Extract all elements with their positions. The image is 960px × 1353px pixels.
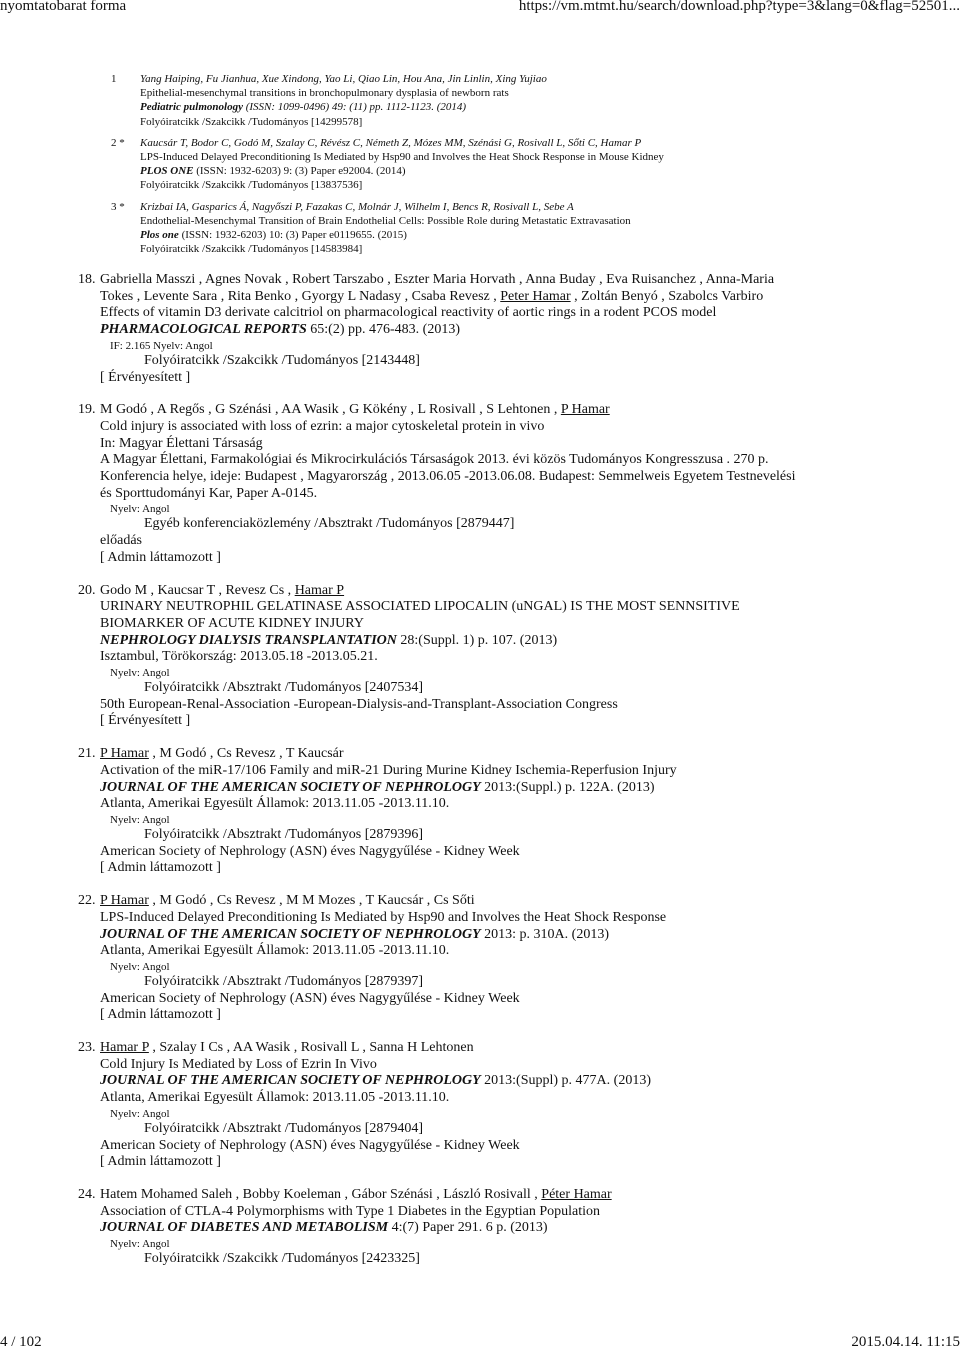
entry-journal-details: 2013: p. 310A. (2013) xyxy=(480,926,609,942)
entry-type: Folyóiratcikk /Absztrakt /Tudományos [2879396] xyxy=(144,826,424,842)
entry-title: Effects of vitamin D3 derivate calcitriol on pharmacological reactivity of aortic rings in a rodent PCOS model xyxy=(100,305,717,321)
entry-type: Egyéb konferenciaközlemény /Absztrakt /Tudományos [2879447] xyxy=(144,516,515,532)
author-link[interactable]: Hamar P xyxy=(100,1040,149,1056)
entry-meta: Nyelv: Angol xyxy=(110,960,170,973)
entry-meta: Nyelv: Angol xyxy=(110,813,170,826)
citing-article-journal: PLOS ONE xyxy=(140,165,194,178)
citing-article-source xyxy=(140,164,951,178)
citing-article-journal: Pediatric pulmonology xyxy=(140,101,243,114)
authors-text: Godo M , Kaucsar T , Revesz Cs , xyxy=(100,582,295,598)
entry-authors xyxy=(100,1187,948,1204)
entry-in: In: Magyar Élettani Társaság xyxy=(100,435,263,451)
authors-text: Hatem Mohamed Saleh , Bobby Koeleman , Gábor Szénási , László Rosivall , xyxy=(100,1186,542,1202)
citing-article-title: Endothelial-Mesenchymal Transition of Brain Endothelial Cells: Possible Role during Metastatic Extravasation xyxy=(140,214,631,227)
authors-text: , M Godó , Cs Revesz , T Kaucsár xyxy=(148,746,344,762)
authors-text: , M Godó , Cs Revesz , M M Mozes , T Kaucsár , Cs Sőti xyxy=(148,893,475,909)
citing-article-authors: Krizbai IA, Gasparics Á, Nagyőszi P, Fazakas C, Molnár J, Wilhelm I, Bencs R, Rosivall L, Sebe A xyxy=(140,200,574,213)
entry-place-cont: és Sporttudományi Kar, Paper A-0145. xyxy=(100,485,318,501)
entry-number: 22. xyxy=(78,893,96,909)
entry-source xyxy=(100,927,948,944)
entry-source xyxy=(100,633,948,650)
publication-entry xyxy=(78,746,948,877)
entry-number: 18. xyxy=(78,272,96,287)
entry-type: Folyóiratcikk /Absztrakt /Tudományos [2879397] xyxy=(144,973,424,989)
entry-source xyxy=(100,322,948,339)
entry-number: 20. xyxy=(78,582,96,598)
entry-place: Atlanta, Amerikai Egyesült Államok: 2013.11.05 -2013.11.10. xyxy=(100,943,450,959)
entry-journal: JOURNAL OF THE AMERICAN SOCIETY OF NEPHROLOGY xyxy=(100,779,481,795)
publication-entry xyxy=(78,583,948,731)
entry-authors-cont xyxy=(100,289,948,306)
entry-note: előadás xyxy=(100,533,142,549)
entry-type: Folyóiratcikk /Szakcikk /Tudományos [2423325] xyxy=(144,1251,420,1267)
citing-article xyxy=(111,136,951,193)
entry-place: Atlanta, Amerikai Egyesült Államok: 2013.11.05 -2013.11.10. xyxy=(100,1090,450,1106)
print-header-url: https://vm.mtmt.hu/search/download.php?type=3&lang=0&flag=52501... xyxy=(518,0,960,14)
entry-status: [ Admin láttamozott ] xyxy=(100,549,221,565)
entry-authors xyxy=(100,583,948,600)
entry-meta: Nyelv: Angol xyxy=(110,1107,170,1120)
citing-article-details: (ISSN: 1932-6203) 10: (3) Paper e0119655. (2015) xyxy=(178,229,407,242)
entry-number: 19. xyxy=(78,402,96,418)
citing-article-details: (ISSN: 1099-0496) 49: (11) pp. 1112-1123. (2014) xyxy=(242,101,467,114)
entry-journal: NEPHROLOGY DIALYSIS TRANSPLANTATION xyxy=(100,632,397,648)
entry-place: Isztambul, Törökország: 2013.05.18 -2013.05.21. xyxy=(100,649,378,665)
entry-meta: Nyelv: Angol xyxy=(110,667,170,680)
entry-title-cont: BIOMARKER OF ACUTE KIDNEY INJURY xyxy=(100,615,364,631)
entry-meta: Nyelv: Angol xyxy=(110,1238,170,1251)
citing-article-details: (ISSN: 1932-6203) 9: (3) Paper e92004. (2014) xyxy=(193,165,406,178)
entry-type: Folyóiratcikk /Absztrakt /Tudományos [2879404] xyxy=(144,1120,424,1136)
citing-article-title: LPS-Induced Delayed Preconditioning Is Mediated by Hsp90 and Involves the Heat Shock Response in Mouse Kidney xyxy=(140,151,664,164)
entry-journal-details: 65:(2) pp. 476-483. (2013) xyxy=(306,322,460,338)
citing-article-title: Epithelial-mesenchymal transitions in bronchopulmonary dysplasia of newborn rats xyxy=(140,87,509,100)
publication-entry xyxy=(78,893,948,1024)
citing-article-number: 2 * xyxy=(111,136,125,149)
publication-entry xyxy=(78,402,948,566)
entry-number: 24. xyxy=(78,1186,96,1202)
entry-journal: PHARMACOLOGICAL REPORTS xyxy=(100,322,307,338)
authors-text: Tokes , Levente Sara , Rita Benko , Gyorgy L Nadasy , Csaba Revesz , xyxy=(100,288,501,304)
publication-entry xyxy=(78,1040,948,1171)
entry-title: Association of CTLA-4 Polymorphisms with Type 1 Diabetes in the Egyptian Population xyxy=(100,1203,600,1219)
publication-entry xyxy=(78,1187,948,1268)
entry-conference: A Magyar Élettani, Farmakológiai és Mikrocirkulációs Társaságok 2013. évi közös Tudományos Kongresszusa . 270 p. xyxy=(100,452,769,468)
print-header-title: nyomtatobarat forma xyxy=(0,0,127,14)
page-number: 4 / 102 xyxy=(0,1334,42,1350)
entry-place: Atlanta, Amerikai Egyesült Államok: 2013.11.05 -2013.11.10. xyxy=(100,796,450,812)
publication-entry xyxy=(78,272,948,386)
citing-article-type: Folyóiratcikk /Szakcikk /Tudományos [14583984] xyxy=(140,243,363,256)
author-link[interactable]: P Hamar xyxy=(100,893,149,909)
entry-authors xyxy=(100,402,948,419)
entry-conference: 50th European-Renal-Association -European-Dialysis-and-Transplant-Association Congress xyxy=(100,696,618,712)
entry-status: [ Admin láttamozott ] xyxy=(100,860,221,876)
entry-type: Folyóiratcikk /Szakcikk /Tudományos [2143448] xyxy=(144,352,420,368)
authors-text: , Szalay I Cs , AA Wasik , Rosivall L , Sanna H Lehtonen xyxy=(148,1040,474,1056)
entry-source xyxy=(100,1220,948,1237)
entry-title: Cold Injury Is Mediated by Loss of Ezrin In Vivo xyxy=(100,1056,377,1072)
authors-text: M Godó , A Regős , G Szénási , AA Wasik , G Kökény , L Rosivall , S Lehtonen , xyxy=(100,402,561,418)
author-link[interactable]: Hamar P xyxy=(294,582,345,598)
entry-type: Folyóiratcikk /Absztrakt /Tudományos [2407534] xyxy=(144,680,424,696)
entry-journal: JOURNAL OF DIABETES AND METABOLISM xyxy=(100,1220,389,1236)
entry-conference: American Society of Nephrology (ASN) éves Nagygyűlése - Kidney Week xyxy=(100,1137,520,1153)
entry-journal: JOURNAL OF THE AMERICAN SOCIETY OF NEPHROLOGY xyxy=(100,1073,481,1089)
entry-status: [ Admin láttamozott ] xyxy=(100,1007,221,1023)
citing-article-authors: Yang Haiping, Fu Jianhua, Xue Xindong, Yao Li, Qiao Lin, Hou Ana, Jin Linlin, Xing Yujiao xyxy=(140,73,547,85)
publication-list xyxy=(78,272,948,1284)
entry-conference: American Society of Nephrology (ASN) éves Nagygyűlése - Kidney Week xyxy=(100,990,520,1006)
entry-number: 23. xyxy=(78,1040,96,1056)
entry-journal-details: 4:(7) Paper 291. 6 p. (2013) xyxy=(388,1220,548,1236)
entry-title: URINARY NEUTROPHIL GELATINASE ASSOCIATED LIPOCALIN (uNGAL) IS THE MOST SENNSITIVE xyxy=(100,599,740,615)
citing-article-type: Folyóiratcikk /Szakcikk /Tudományos [13837536] xyxy=(140,179,363,192)
author-link[interactable]: Péter Hamar xyxy=(541,1186,612,1202)
entry-title: LPS-Induced Delayed Preconditioning Is Mediated by Hsp90 and Involves the Heat Shock Response xyxy=(100,909,667,925)
entry-source xyxy=(100,1073,948,1090)
citing-article xyxy=(111,200,951,257)
entry-title: Activation of the miR-17/106 Family and miR-21 During Murine Kidney Ischemia-Reperfusion Injury xyxy=(100,762,677,778)
entry-journal-details: 28:(Suppl. 1) p. 107. (2013) xyxy=(396,632,558,648)
citing-article-journal: Plos one xyxy=(140,229,179,242)
print-datetime: 2015.04.14. 11:15 xyxy=(851,1334,960,1350)
entry-authors: Gabriella Masszi , Agnes Novak , Robert Tarszabo , Eszter Maria Horvath , Anna Buday , Eva Ruisanchez , Anna-Maria xyxy=(100,272,775,287)
author-link[interactable]: Peter Hamar xyxy=(500,288,571,304)
author-link[interactable]: P Hamar xyxy=(100,746,149,762)
citing-article-number: 3 * xyxy=(111,200,125,213)
citing-article-authors: Kaucsár T, Bodor C, Godó M, Szalay C, Révész C, Németh Z, Mózes MM, Szénási G, Rosivall L, Sőti C, Hamar P xyxy=(140,136,642,149)
entry-meta: Nyelv: Angol xyxy=(110,503,170,516)
citing-articles-list xyxy=(111,72,951,263)
entry-title: Cold injury is associated with loss of ezrin: a major cytoskeletal protein in vivo xyxy=(100,418,545,434)
entry-journal-details: 2013:(Suppl) p. 477A. (2013) xyxy=(480,1073,651,1089)
entry-authors xyxy=(100,893,948,910)
entry-meta: IF: 2.165 Nyelv: Angol xyxy=(110,339,213,352)
citing-article-source xyxy=(140,100,951,114)
entry-authors xyxy=(100,746,948,763)
authors-text: , Zoltán Benyó , Szabolcs Varbiro xyxy=(570,288,764,304)
entry-conference: American Society of Nephrology (ASN) éves Nagygyűlése - Kidney Week xyxy=(100,843,520,859)
citing-article-type: Folyóiratcikk /Szakcikk /Tudományos [14299578] xyxy=(140,115,363,128)
entry-source xyxy=(100,780,948,797)
entry-journal-details: 2013:(Suppl.) p. 122A. (2013) xyxy=(480,779,655,795)
entry-journal: JOURNAL OF THE AMERICAN SOCIETY OF NEPHROLOGY xyxy=(100,926,481,942)
entry-status: [ Érvényesített ] xyxy=(100,713,191,729)
citing-article xyxy=(111,72,951,129)
author-link[interactable]: P Hamar xyxy=(560,402,610,418)
entry-status: [ Érvényesített ] xyxy=(100,369,191,385)
citing-article-source xyxy=(140,228,951,242)
citing-article-number: 1 xyxy=(111,73,117,85)
entry-place: Konferencia helye, ideje: Budapest , Magyarország , 2013.06.05 -2013.06.08. Budapest: Semmelweis Egyetem Testnevelési xyxy=(100,469,796,485)
entry-status: [ Admin láttamozott ] xyxy=(100,1154,221,1170)
entry-number: 21. xyxy=(78,746,96,762)
entry-authors xyxy=(100,1040,948,1057)
